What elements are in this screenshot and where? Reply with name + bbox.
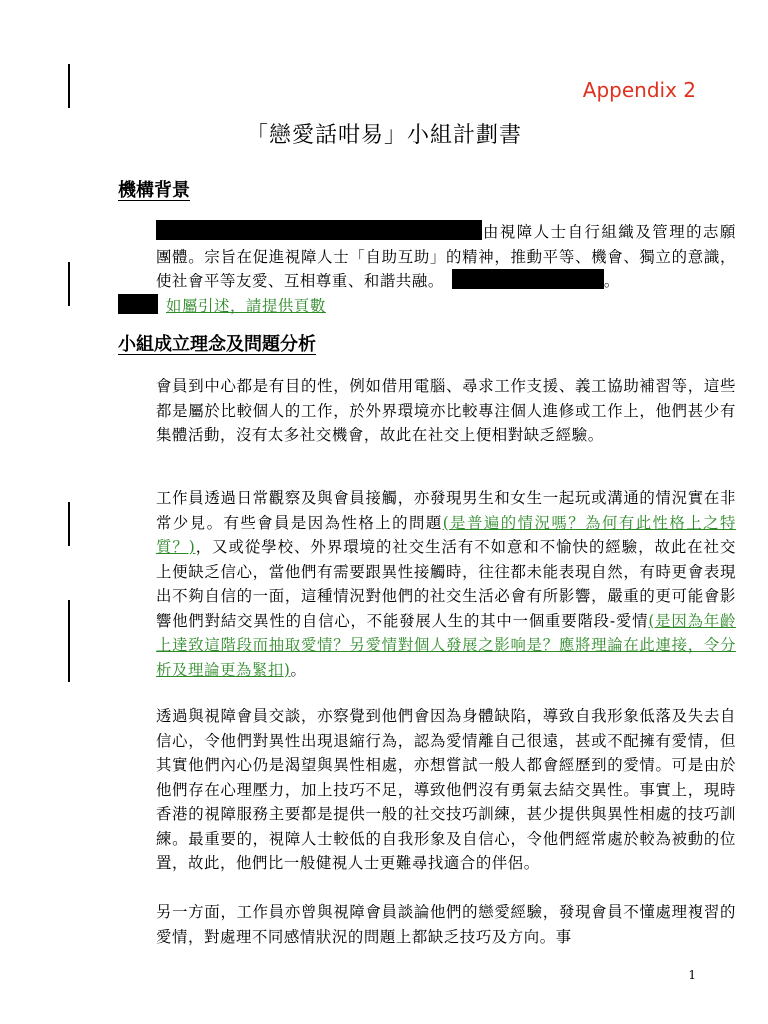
- revision-bar: [68, 502, 70, 546]
- section-heading-analysis: 小組成立理念及問題分析: [118, 334, 316, 355]
- background-paragraph: [118, 220, 736, 318]
- reviewer-comment: (是因為年齡上達致這階段而抽取愛情？另愛情對個人發展之影响是？應將理論在此連接，令分析及理論更為緊扣): [156, 611, 736, 679]
- paragraph-text: ，又或從學校、外界環境的社交生活有不如意和不愉快的經驗，故此在社交上便缺乏信心，當他們有需要跟異性接觸時，往往都未能表現自然，有時更會表現出不夠自信的一面，這種情況對他們的社交生活必會有所影響，嚴重的更可能會影響他們對結交異性的自信心，不能發展人生的其中一個重要階段-愛情: [156, 538, 736, 630]
- page-number: 1: [688, 968, 696, 982]
- redacted-block: [118, 294, 158, 314]
- analysis-paragraph-4: 另一方面，工作員亦曾與視障會員談論他們的戀愛經驗，發現會員不懂處理複習的愛情，對處理不同感情狀況的問題上都缺乏技巧及方向。事: [156, 903, 736, 946]
- background-text: 由視障人士自行組織及管理的志願團體。宗旨在促進視障人士「自助互助」的精神，推動平等、機會、獨立的意識，使社會平等友愛、互相尊重、和諧共融。: [156, 223, 736, 290]
- revision-bar: [68, 64, 70, 108]
- document-title: 「戀愛話咁易」小組計劃書: [245, 123, 522, 148]
- reviewer-comment: (是普遍的情況嗎？為何有此性格上之特質？): [156, 513, 736, 556]
- section-heading-background: 機構背景: [118, 180, 190, 201]
- revision-bar: [68, 600, 70, 682]
- redacted-block: [156, 220, 482, 240]
- analysis-paragraph-2: [118, 486, 736, 682]
- appendix-label: Appendix 2: [582, 78, 696, 102]
- paragraph-text: 。: [290, 660, 307, 679]
- analysis-paragraph-1: 會員到中心都是有目的性，例如借用電腦、尋求工作支援、義工協助補習等，這些都是屬於比較個人的工作，於外界環境亦比較專注個人進修或工作上，他們甚少有集體活動，沒有太多社交機會，故此在社交上便相對缺乏經驗。: [156, 377, 736, 444]
- redacted-block: [452, 269, 604, 289]
- paragraph-text: 工作員透過日常觀察及與會員接觸，亦發現男生和女生一起玩或溝通的情況實在非常少見。有些會員是因為性格上的問題: [156, 489, 736, 532]
- analysis-paragraph-3: 透過與視障會員交談，亦察覺到他們會因為身體缺陷，導致自我形象低落及失去自信心，令他們對異性出現退縮行為，認為愛情離自己很遠，甚或不配擁有愛情，但其實他們內心仍是渴望與異性相處，亦想嘗試一般人都會經歷到的愛情。可是由於他們存在心理壓力，加上技巧不足，導致他們沒有勇氣去結交異性。事實上，現時香港的視障服務主要都是提供一般的社交技巧訓練，甚少提供與異性相處的技巧訓練。最重要的，視障人士較低的自我形象及自信心，令他們經常處於較為被動的位置，故此，他們比一般健視人士更難尋找適合的伴侶。: [156, 707, 736, 872]
- background-period: 。: [603, 272, 620, 290]
- revision-bar: [68, 262, 70, 306]
- reviewer-comment: 如屬引述，請提供頁數: [166, 296, 326, 315]
